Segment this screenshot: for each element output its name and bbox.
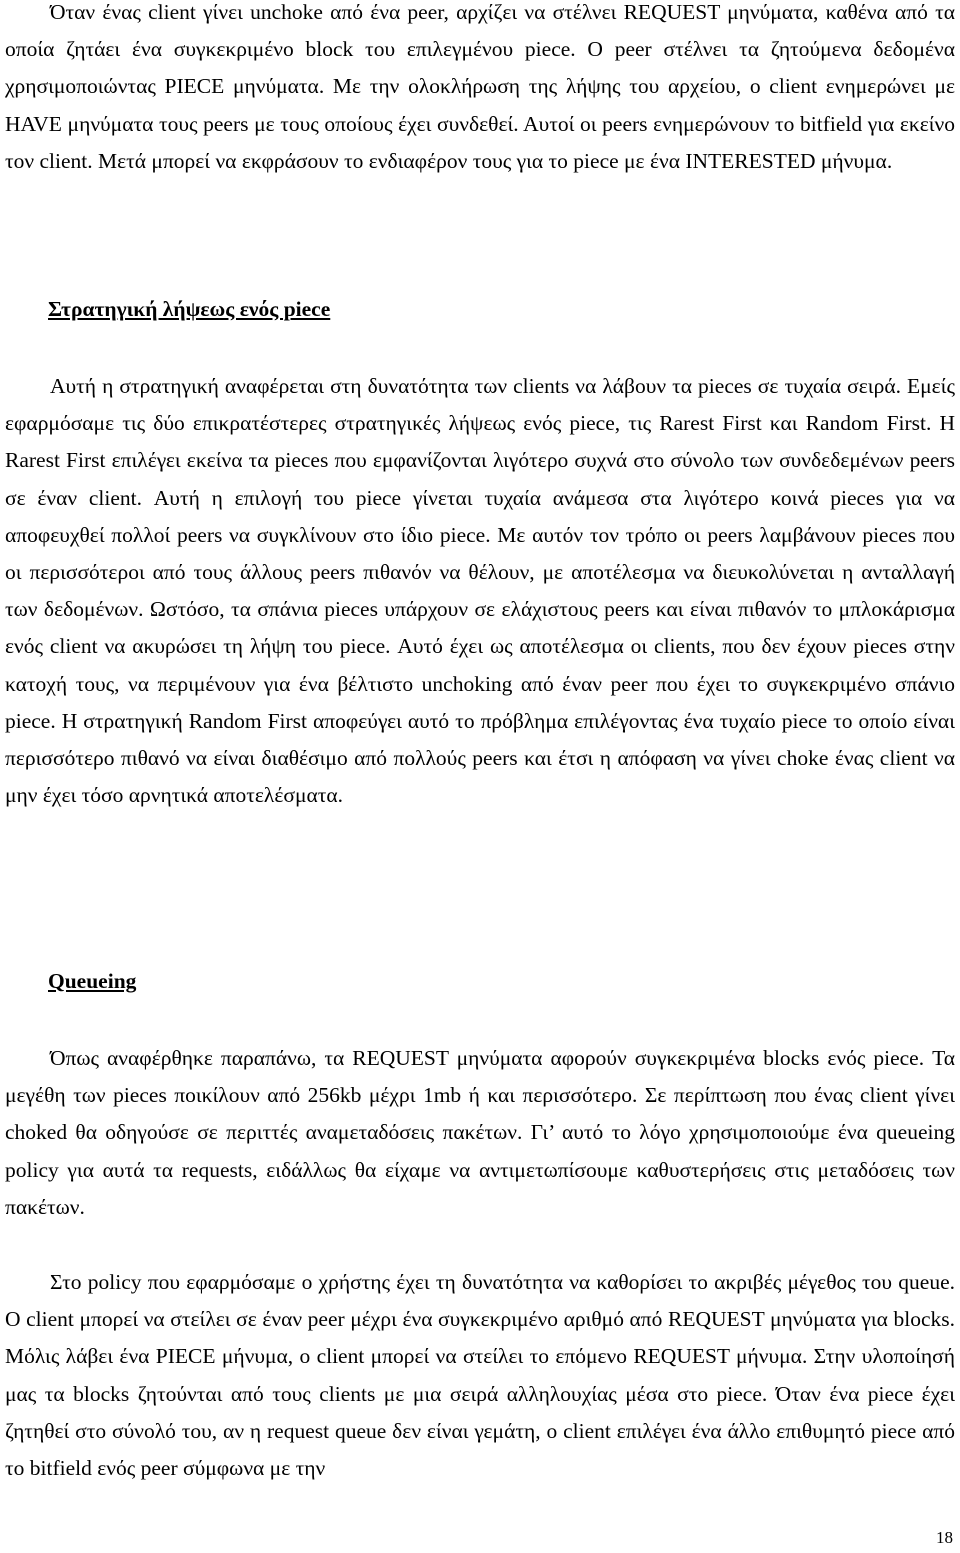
paragraph-unchoke-request: Όταν ένας client γίνει unchoke από ένα peer, αρχίζει να στέλνει REQUEST μηνύματα, καθένα από τα οποία ζητάει ένα συγκεκριμένο block του επιλεγμένου piece. Ο peer στέλνει τα ζητούμενα δεδομένα χρησιμοποιώντας PIECE μηνύματα. Με την ολοκλήρωση της λήψης του αρχείου, ο client ενημερώνει με HAVE μηνύματα τους peers με τους οποίους έχει συνδεθεί. Αυτοί οι peers ενημερώνουν το bitfield για εκείνο τον client. Μετά μπορεί να εκφράσουν το ενδιαφέρον τους για το piece με ένα INTERESTED μήνυμα. [5,0,955,173]
section-heading-queueing: Queueing [48,969,137,993]
paragraph-piece-strategy: Αυτή η στρατηγική αναφέρεται στη δυνατότητα των clients να λάβουν τα pieces σε τυχαία σειρά. Εμείς εφαρμόσαμε τις δύο επικρατέστερες στρατηγικές λήψεως ενός piece, τις Rarest First και Random First. Η Rarest First επιλέγει εκείνα τα pieces που εμφανίζονται λιγότερο συχνά στο σύνολο των συνδεδεμένων peers σε έναν client. Αυτή η επιλογή του piece γίνεται τυχαία ανάμεσα στα λιγότερο κοινά pieces για να αποφευχθεί πολλοί peers να συγκλίνουν στο ίδιο piece. Με αυτόν τον τρόπο οι peers λαμβάνουν pieces που οι περισσότεροι από τους άλλους peers πιθανόν να θέλουν, με αποτέλεσμα να διευκολύνεται η ανταλλαγή των δεδομένων. Ωστόσο, τα σπάνια pieces υπάρχουν σε ελάχιστους peers και είναι πιθανόν το μπλοκάρισμα ενός client να ακυρώσει τη λήψη του piece. Αυτό έχει ως αποτέλεσμα οι clients, που δεν έχουν pieces στην κατοχή τους, να περιμένουν για ένα βέλτιστο unchoking από έναν peer που έχει το συγκεκριμένο σπάνιο piece. Η στρατηγική Random First αποφεύγει αυτό το πρόβλημα επιλέγοντας ένα τυχαίο piece το οποίο είναι περισσότερο πιθανό να είναι διαθέσιμο από πολλούς peers και έτσι η απόφαση να γίνει choke ένας client να μην έχει τόσο αρνητικά αποτελέσματα. [5,374,955,808]
paragraph-queueing-policy: Στο policy που εφαρμόσαμε ο χρήστης έχει τη δυνατότητα να καθορίσει το ακριβές μέγεθος του queue. Ο client μπορεί να στείλει σε έναν peer μέχρι ένα συγκεκριμένο αριθμό από REQUEST μηνύματα για blocks. Μόλις λάβει ένα PIECE μήνυμα, ο client μπορεί να στείλει το επόμενο REQUEST μήνυμα. Στην υλοποίησή μας τα blocks ζητούνται από τους clients με μια σειρά αλληλουχίας μέσα στο piece. Όταν ένα piece έχει ζητηθεί στο σύνολό του, αν η request queue δεν είναι γεμάτη, ο client επιλέγει ένα άλλο επιθυμητό piece από το bitfield ενός peer σύμφωνα με την [5,1270,955,1481]
section-heading-piece-strategy: Στρατηγική λήψεως ενός piece [48,297,331,321]
page-number: 18 [936,1528,953,1547]
paragraph-queueing-intro: Όπως αναφέρθηκε παραπάνω, τα REQUEST μηνύματα αφορούν συγκεκριμένα blocks ενός piece. Τα μεγέθη των pieces ποικίλουν από 256kb μέχρι 1mb ή και περισσότερο. Σε περίπτωση που ένας client γίνει choked θα οδηγούσε σε περιττές αναμεταδόσεις πακέτων. Γι’ αυτό το λόγο χρησιμοποιούμε ένα queueing policy για αυτά τα requests, ειδάλλως θα είχαμε να αντιμετωπίσουμε καθυστερήσεις στις μεταδόσεις των πακέτων. [5,1046,955,1219]
